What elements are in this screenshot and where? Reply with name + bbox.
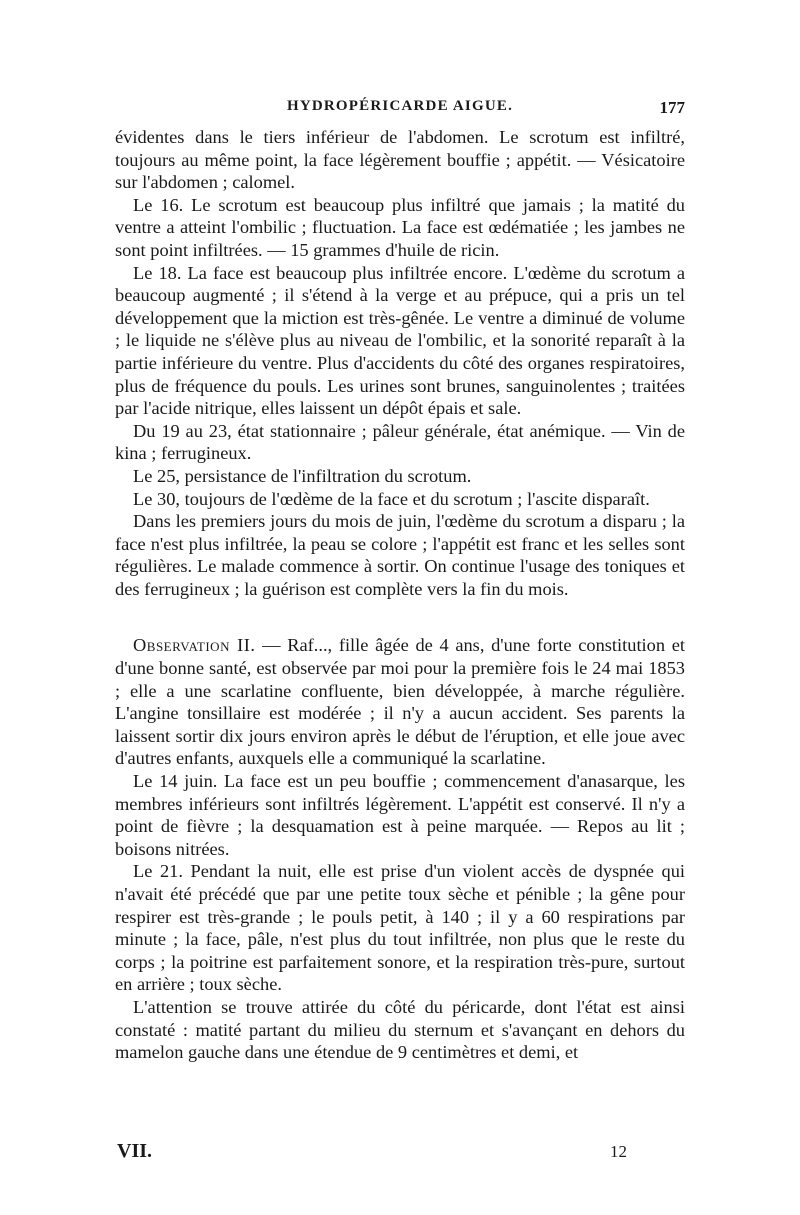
- body-text: [115, 126, 685, 1064]
- paragraph-day-19-23: Du 19 au 23, état stationnaire ; pâleur générale, état anémique. — Vin de kina ; ferrugineux.: [115, 420, 685, 464]
- paragraph-june-14: Le 14 juin. La face est un peu bouffie ; commencement d'anasarque, les membres inférieurs sont infiltrés légèrement. L'appétit est conservé. Il n'y a point de fièvre ; la desquamation est à peine marquée. — Repos au lit ; boisons nitrées.: [115, 771, 685, 859]
- paragraph-day-16: Le 16. Le scrotum est beaucoup plus infiltré que jamais ; la matité du ventre a atteint l'ombilic ; fluctuation. La face est œdématiée ; les jambes ne sont point infiltrées. — 15 grammes d'huile de ricin.: [115, 194, 685, 260]
- page-footer: [115, 1140, 685, 1166]
- signature-mark: VII.: [117, 1140, 153, 1162]
- paragraph-day-30: Le 30, toujours de l'œdème de la face et du scrotum ; l'ascite disparaît.: [133, 488, 650, 509]
- observation-text: — Raf..., fille âgée de 4 ans, d'une forte constitution et d'une bonne santé, est observée par moi pour la première fois le 24 mai 1853 ; elle a une scarlatine confluente, bien développée, à marche régulière. L'angine tonsillaire est modérée ; il n'y a aucun accident. Ses parents la laissent sortir dix jours environ après le début de l'éruption, et elle joue avec d'autres enfants, auxquels elle a communiqué la scarlatine.: [115, 635, 685, 769]
- page-number: 177: [659, 98, 685, 117]
- paragraph-day-21: Le 21. Pendant la nuit, elle est prise d'un violent accès de dyspnée qui n'avait été précédé que par une petite toux sèche et pénible ; la gêne pour respirer est très-grande ; le pouls petit, à 140 ; il y a 60 respirations par minute ; la face, pâle, n'est plus du tout infiltrée, non plus que le reste du corps ; la poitrine est parfaitement sonore, et la respiration très-pure, surtout en arrière ; toux sèche.: [115, 861, 685, 995]
- paragraph-june: Dans les premiers jours du mois de juin, l'œdème du scrotum a disparu ; la face n'est plus infiltrée, la peau se colore ; l'appétit est franc et les selles sont régulières. Le malade commence à sortir. On continue l'usage des toniques et des ferrugineux ; la guérison est complète vers la fin du mois.: [115, 511, 685, 599]
- running-title: HYDROPÉRICARDE AIGUE.: [286, 98, 514, 114]
- observation-paragraph: [115, 634, 685, 770]
- observation-label: Observation II.: [133, 635, 256, 656]
- paragraph-pericarde: L'attention se trouve attirée du côté du péricarde, dont l'état est ainsi constaté : matité partant du milieu du sternum et s'avançant en dehors du mamelon gauche dans une étendue de 9 centimètres et demi, et: [115, 996, 685, 1063]
- running-head: [115, 98, 685, 122]
- paragraph-continuation: évidentes dans le tiers inférieur de l'abdomen. Le scrotum est infiltré, toujours au même point, la face légèrement bouffie ; appétit. — Vésicatoire sur l'abdomen ; calomel.: [115, 127, 685, 193]
- sheet-number: 12: [610, 1142, 627, 1161]
- paragraph-day-25: Le 25, persistance de l'infiltration du scrotum.: [133, 465, 472, 486]
- paragraph-day-18: Le 18. La face est beaucoup plus infiltrée encore. L'œdème du scrotum a beaucoup augmenté ; il s'étend à la verge et au prépuce, qui a pris un tel développement que la miction est très-gênée. Le ventre a diminué de volume ; le liquide ne s'élève plus au niveau de l'ombilic, et la sonorité reparaît à la partie inférieure du ventre. Plus d'accidents du côté des organes respiratoires, plus de fréquence du pouls. Les urines sont brunes, sanguinolentes ; traitées par l'acide nitrique, elles laissent un dépôt épais et sale.: [115, 262, 685, 419]
